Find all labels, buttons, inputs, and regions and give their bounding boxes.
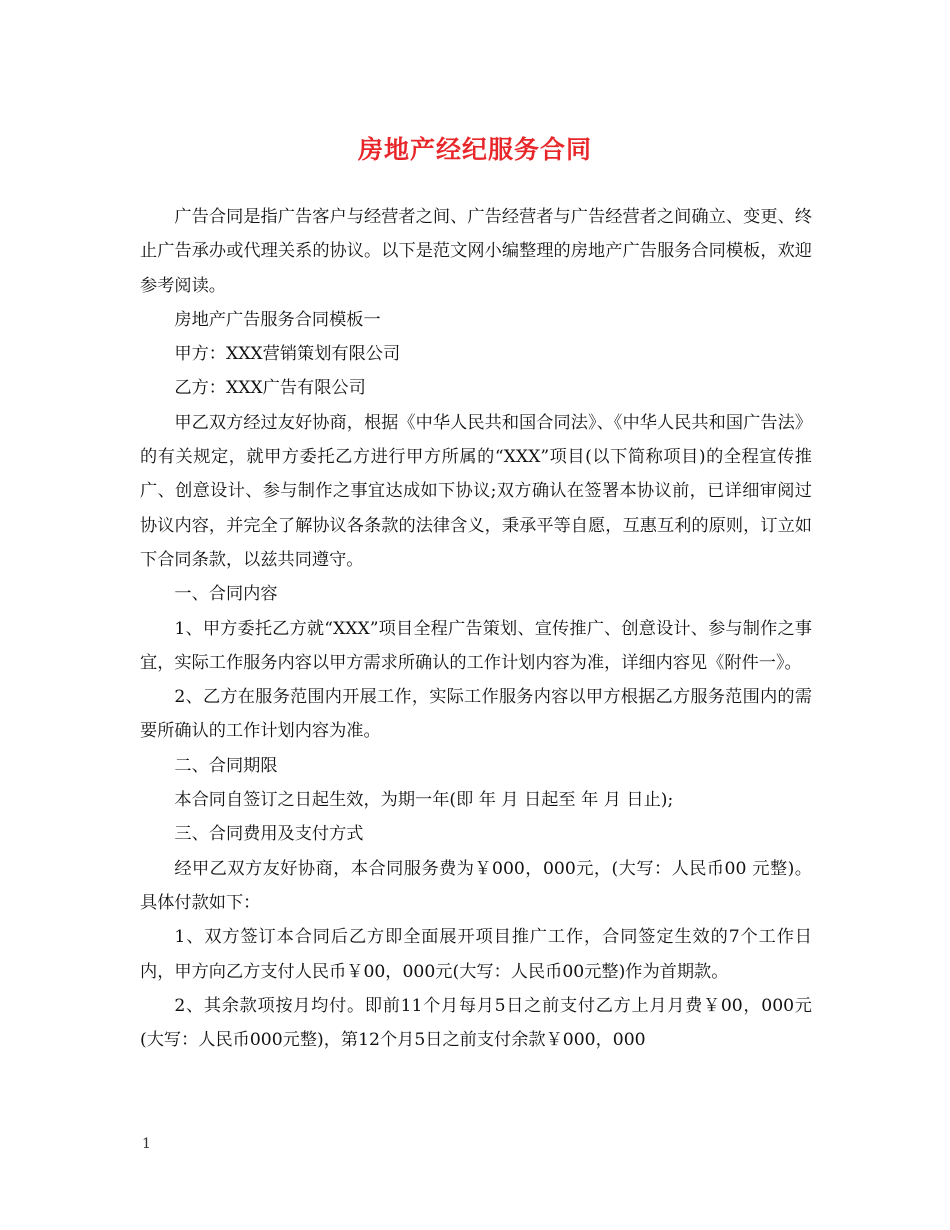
paragraph-clause-1-1: 1、甲方委托乙方就“XXX”项目全程广告策划、宣传推广、创意设计、参与制作之事宜，实际工作服务内容以甲方需求所确认的工作计划内容为准，详细内容见《附件一》。 — [140, 618, 812, 673]
document-title: 房地产经纪服务合同 — [357, 135, 592, 164]
paragraph-term: 本合同自签订之日起生效，为期一年(即 年 月 日起至 年 月 日止); — [174, 790, 674, 811]
paragraph-template-heading: 房地产广告服务合同模板一 — [174, 309, 381, 330]
paragraph-fees: 经甲乙双方友好协商，本合同服务费为￥000，000元，(大写：人民币00 元整)。具体付款如下： — [140, 858, 812, 913]
paragraph-clause-1-2: 2、乙方在服务范围内开展工作，实际工作服务内容以甲方根据乙方服务范围内的需要所确认的工作计划内容为准。 — [140, 687, 812, 742]
paragraph-intro: 广告合同是指广告客户与经营者之间、广告经营者与广告经营者之间确立、变更、终止广告承办或代理关系的协议。以下是范文网小编整理的房地产广告服务合同模板，欢迎参考阅读。 — [140, 207, 812, 296]
page-number: 1 — [142, 1136, 151, 1152]
section-heading-contract-term: 二、合同期限 — [174, 755, 278, 776]
section-heading-contract-content: 一、合同内容 — [174, 584, 278, 605]
paragraph-party-b: 乙方：XXX广告有限公司 — [174, 378, 366, 399]
document-body — [140, 200, 812, 1057]
paragraph-party-a: 甲方：XXX营销策划有限公司 — [174, 344, 401, 365]
section-heading-fees: 三、合同费用及支付方式 — [174, 824, 364, 845]
paragraph-preamble: 甲乙双方经过友好协商，根据《中华人民共和国合同法》、《中华人民共和国广告法》的有关规定，就甲方委托乙方进行甲方所属的“XXX”项目(以下简称项目)的全程宣传推广、创意设计、参与制作之事宜达成如下协议;双方确认在签署本协议前，已详细审阅过协议内容，并完全了解协议各条款的法律含义，秉承平等自愿，互惠互利的原则，订立如下合同条款，以兹共同遵守。 — [140, 412, 812, 570]
paragraph-payment-1: 1、双方签订本合同后乙方即全面展开项目推广工作，合同签定生效的7个工作日内，甲方向乙方支付人民币￥00，000元(大写：人民币00元整)作为首期款。 — [140, 927, 812, 982]
paragraph-payment-2: 2、其余款项按月均付。即前11个月每月5日之前支付乙方上月月费￥00，000元(大写：人民币000元整)，第12个月5日之前支付余款￥000，000 — [140, 995, 812, 1051]
